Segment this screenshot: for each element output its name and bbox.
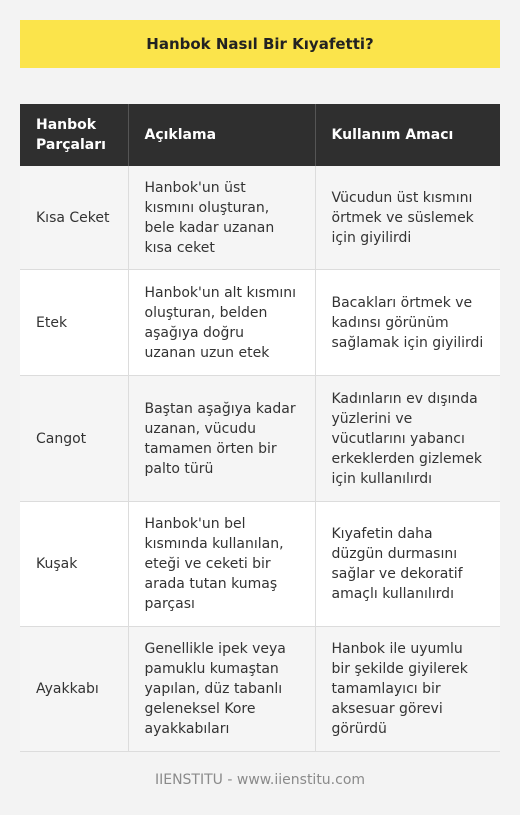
hanbok-table	[20, 104, 500, 752]
column-header-parts: Hanbok Parçaları	[20, 104, 128, 166]
page-title: Hanbok Nasıl Bir Kıyafetti?	[20, 20, 500, 68]
column-header-purpose: Kullanım Amacı	[315, 104, 500, 166]
purpose-cell: Hanbok ile uyumlu bir şekilde giyilerek tamamlayıcı bir aksesuar görevi görürdü	[315, 627, 500, 752]
description-cell: Hanbok'un bel kısmında kullanılan, eteği ve ceketi bir arada tutan kumaş parçası	[128, 502, 315, 627]
part-cell: Kısa Ceket	[20, 166, 128, 270]
part-cell: Cangot	[20, 376, 128, 502]
purpose-cell: Kıyafetin daha düzgün durmasını sağlar ve dekoratif amaçlı kullanılırdı	[315, 502, 500, 627]
column-header-description: Açıklama	[128, 104, 315, 166]
table-row	[20, 376, 500, 502]
table-row	[20, 627, 500, 752]
table-row	[20, 502, 500, 627]
purpose-cell: Bacakları örtmek ve kadınsı görünüm sağlamak için giyilirdi	[315, 270, 500, 376]
description-cell: Baştan aşağıya kadar uzanan, vücudu tamamen örten bir palto türü	[128, 376, 315, 502]
purpose-cell: Vücudun üst kısmını örtmek ve süslemek için giyilirdi	[315, 166, 500, 270]
table-row	[20, 270, 500, 376]
part-cell: Ayakkabı	[20, 627, 128, 752]
table-header-row	[20, 104, 500, 166]
footer-credit: IIENSTITU - www.iienstitu.com	[154, 772, 366, 788]
description-cell: Hanbok'un alt kısmını oluşturan, belden aşağıya doğru uzanan uzun etek	[128, 270, 315, 376]
part-cell: Kuşak	[20, 502, 128, 627]
part-cell: Etek	[20, 270, 128, 376]
purpose-cell: Kadınların ev dışında yüzlerini ve vücutlarını yabancı erkeklerden gizlemek için kullanılırdı	[315, 376, 500, 502]
description-cell: Hanbok'un üst kısmını oluşturan, bele kadar uzanan kısa ceket	[128, 166, 315, 270]
description-cell: Genellikle ipek veya pamuklu kumaştan yapılan, düz tabanlı geleneksel Kore ayakkabıları	[128, 627, 315, 752]
table-row	[20, 166, 500, 270]
